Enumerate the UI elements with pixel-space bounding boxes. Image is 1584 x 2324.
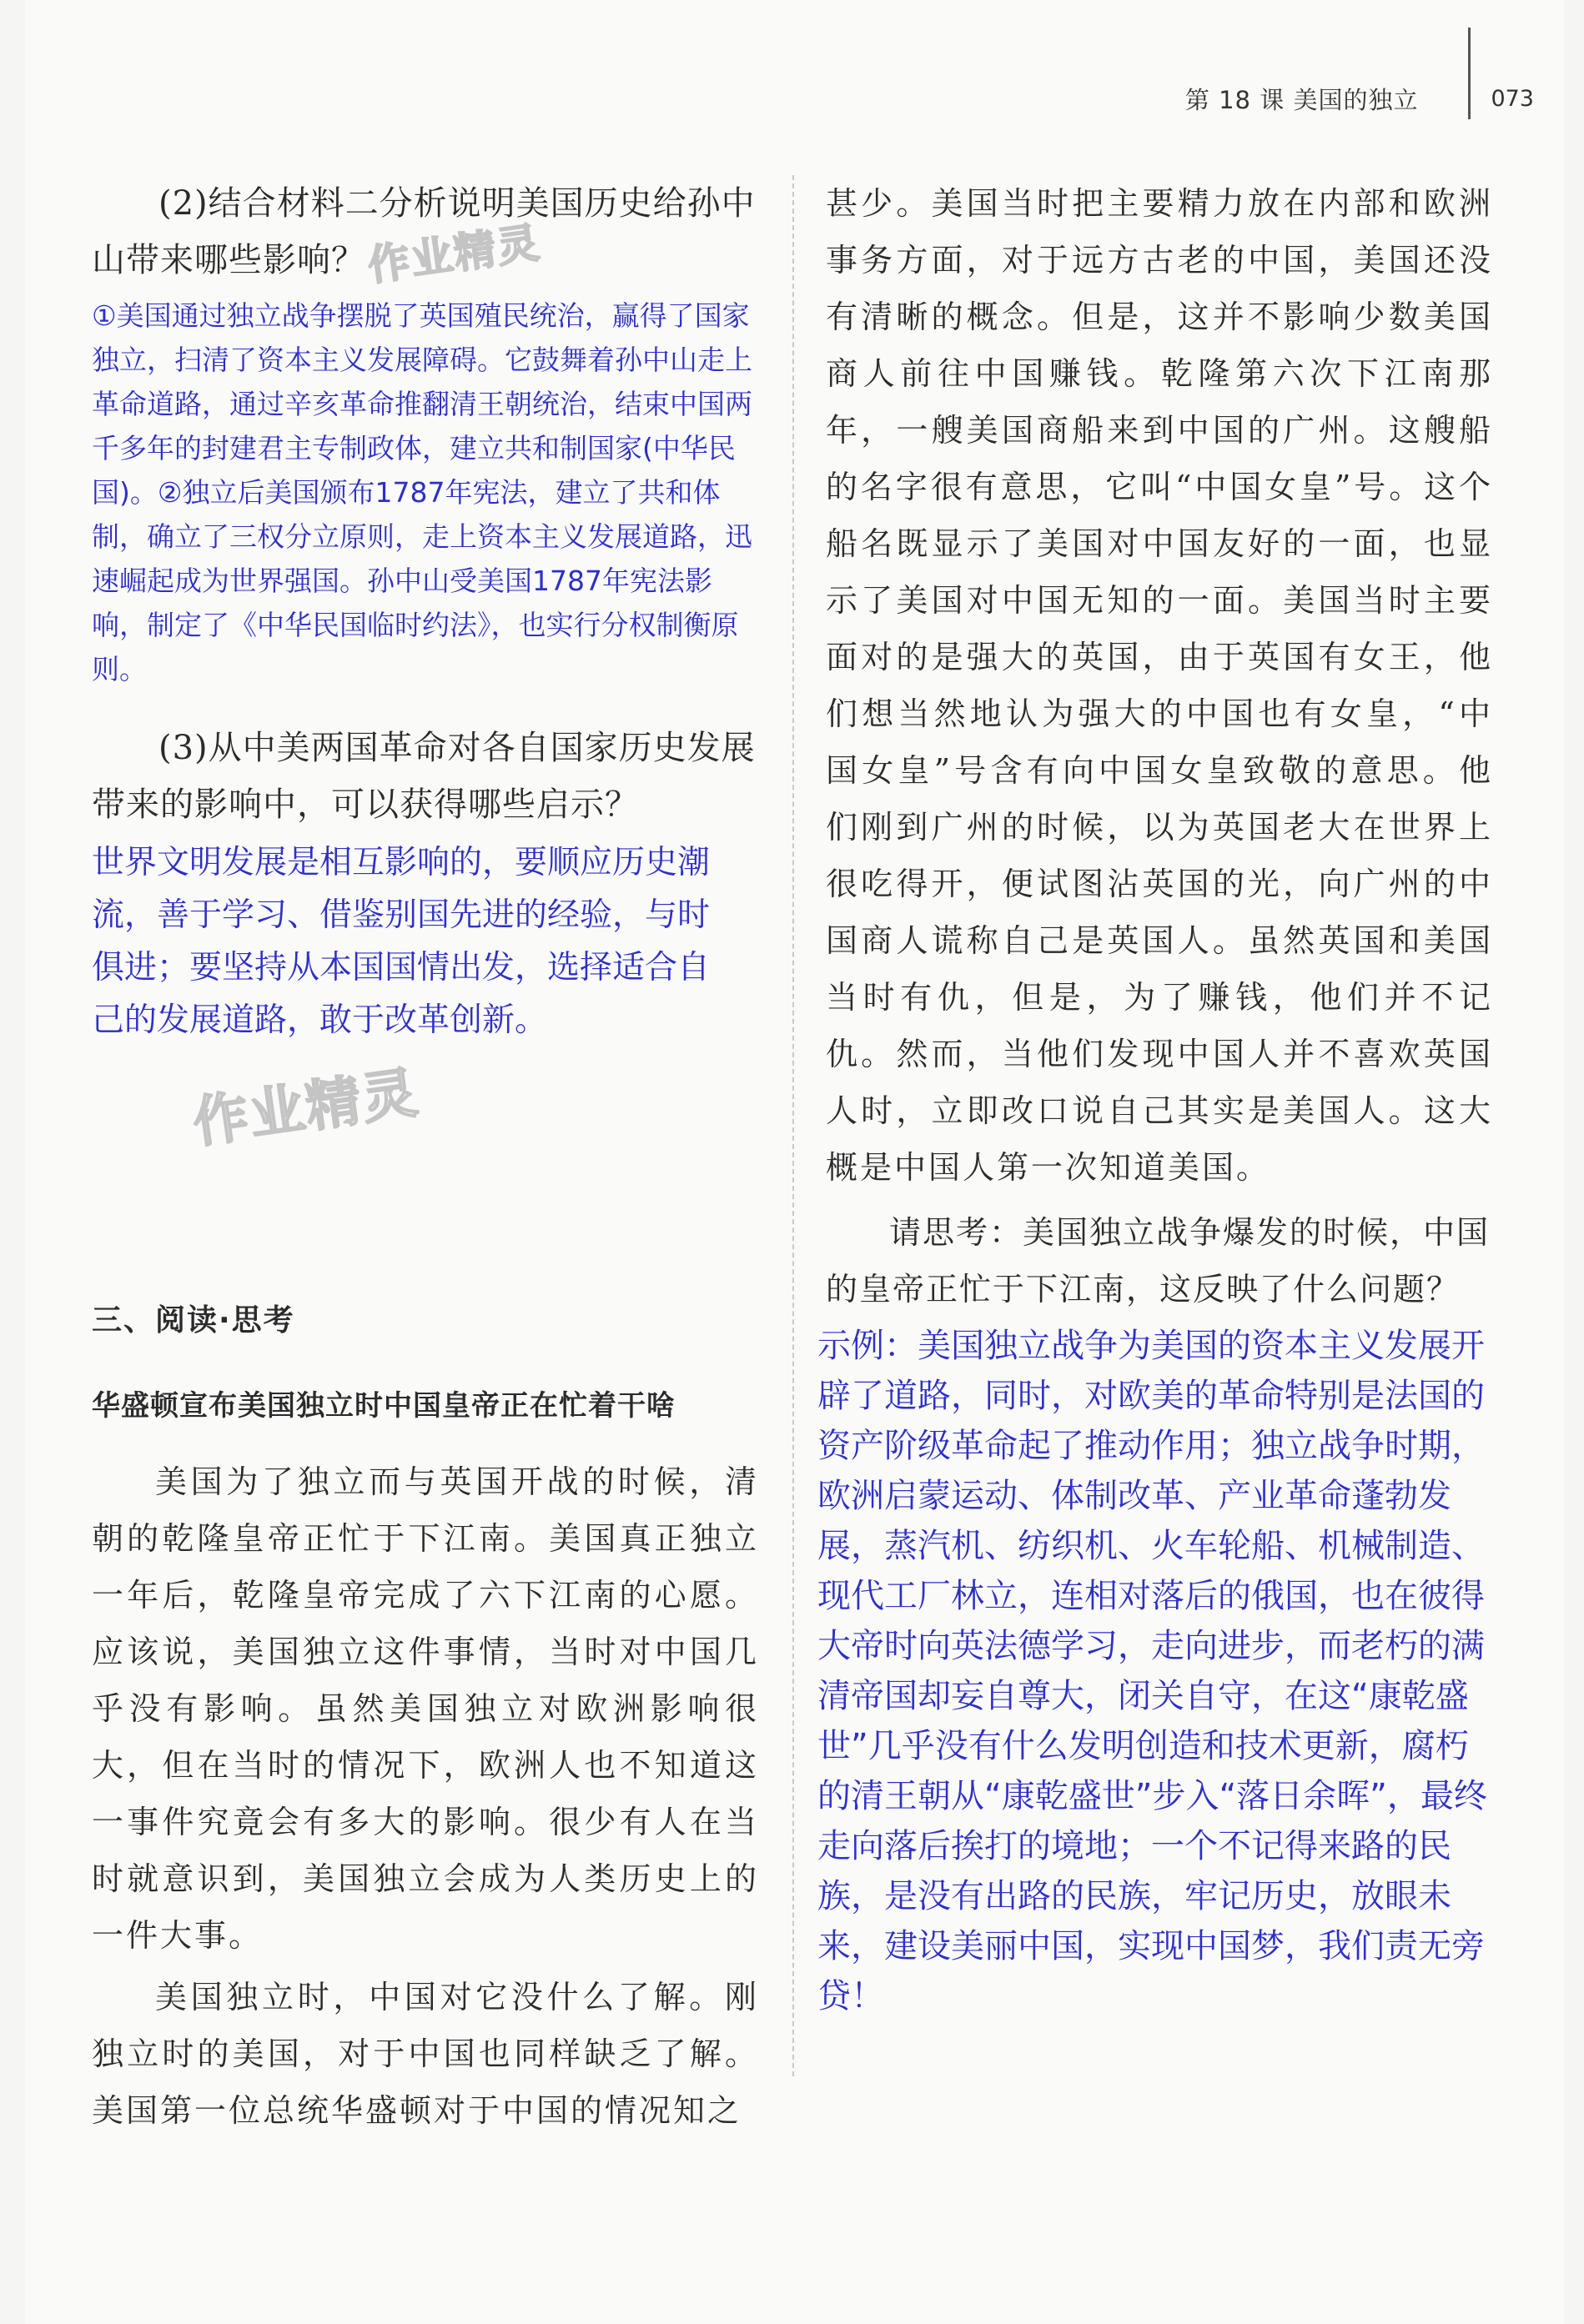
article-paragraph-2: 美国独立时，中国对它没什么了解。刚独立时的美国，对于中国也同样缺乏了解。美国第一位总统华盛顿对于中国的情况知之 xyxy=(92,1979,759,2129)
answer-3: 世界文明发展是相互影响的，要顺应历史潮流，善于学习、借鉴别国先进的经验，与时俱进；要坚持从本国国情出发，选择适合自己的发展道路，敢于改革创新。 xyxy=(92,844,711,1039)
think-answer: 示例：美国独立战争为美国的资本主义发展开辟了道路，同时，对欧美的革命特别是法国的资产阶级革命起了推动作用；独立战争时期，欧洲启蒙运动、体制改革、产业革命蓬勃发展，蒸汽机、纺织机、火车轮船、机械制造、现代工厂林立，连相对落后的俄国，也在彼得大帝时向英法德学习，走向进步，而老朽的满清帝国却妄自尊大，闭关自守，在这“康乾盛世”几乎没有什么发明创造和技术更新，腐朽的清王朝从“康乾盛世”步入“落日余晖”，最终走向落后挨打的境地；一个不记得来路的民族，是没有出路的民族，牢记历史，放眼未来，建设美丽中国，实现中国梦，我们责无旁贷！ xyxy=(817,1327,1487,2015)
right-column xyxy=(817,175,1493,2021)
watermark: 作业精灵 xyxy=(189,1060,423,1156)
answer-2: ①美国通过独立战争摆脱了英国殖民统治，赢得了国家独立，扫清了资本主义发展障碍。它鼓舞着孙中山走上革命道路，通过辛亥革命推翻清王朝统治，结束中国两千多年的封建君主专制政体，建立共和制国家(中华民国)。②独立后美国颁布1787年宪法，建立了共和体制，确立了三权分立原则，走上资本主义发展道路，迅速崛起成为世界强国。孙中山受美国1787年宪法影响，制定了《中华民国临时约法》，也实行分权制衡原则。 xyxy=(92,299,752,685)
think-question: 请思考：美国独立战争爆发的时候，中国的皇帝正忙于下江南，这反映了什么问题？ xyxy=(826,1214,1491,1308)
watermark: 作业精灵 xyxy=(365,218,544,291)
left-column xyxy=(92,175,759,2139)
article-paragraph-continued: 甚少。美国当时把主要精力放在内部和欧洲事务方面，对于远方古老的中国，美国还没有清晰的概念。但是，这并不影响少数美国商人前往中国赚钱。乾隆第六次下江南那年，一艘美国商船来到中国的广州。这艘船的名字很有意思，它叫“中国女皇”号。这个船名既显示了美国对中国友好的一面，也显示了美国对中国无知的一面。美国当时主要面对的是强大的英国，由于英国有女王，他们想当然地认为强大的中国也有女皇，“中国女皇”号含有向中国女皇致敬的意思。他们刚到广州的时候，以为英国老大在世界上很吃得开，便试图沾英国的光，向广州的中国商人谎称自己是英国人。虽然英国和美国当时有仇，但是，为了赚钱，他们并不记仇。然而，当他们发现中国人并不喜欢英国人时，立即改口说自己其实是美国人。这大概是中国人第一次知道美国。 xyxy=(826,185,1493,1186)
lesson-label: 第 18 课 美国的独立 xyxy=(1184,85,1419,114)
header-divider xyxy=(1468,28,1471,119)
page-number: 073 xyxy=(1491,85,1534,112)
section-title: 三、阅读·思考 xyxy=(92,1303,295,1338)
article-paragraph-1: 美国为了独立而与英国开战的时候，清朝的乾隆皇帝正忙于下江南。美国真正独立一年后，乾隆皇帝完成了六下江南的心愿。应该说，美国独立这件事情，当时对中国几乎没有影响。虽然美国独立对欧洲影响很大，但在当时的情况下，欧洲人也不知道这一事件究竟会有多大的影响。很少有人在当时就意识到，美国独立会成为人类历史上的一件大事。 xyxy=(92,1463,759,1954)
question-2: (2)结合材料二分析说明美国历史给孙中山带来哪些影响？ xyxy=(92,184,756,279)
page-header xyxy=(1185,73,1534,123)
article-title: 华盛顿宣布美国独立时中国皇帝正在忙着干啥 xyxy=(92,1389,676,1423)
question-3: (3)从中美两国革命对各自国家历史发展带来的影响中，可以获得哪些启示？ xyxy=(92,729,756,824)
column-divider xyxy=(792,175,794,2076)
